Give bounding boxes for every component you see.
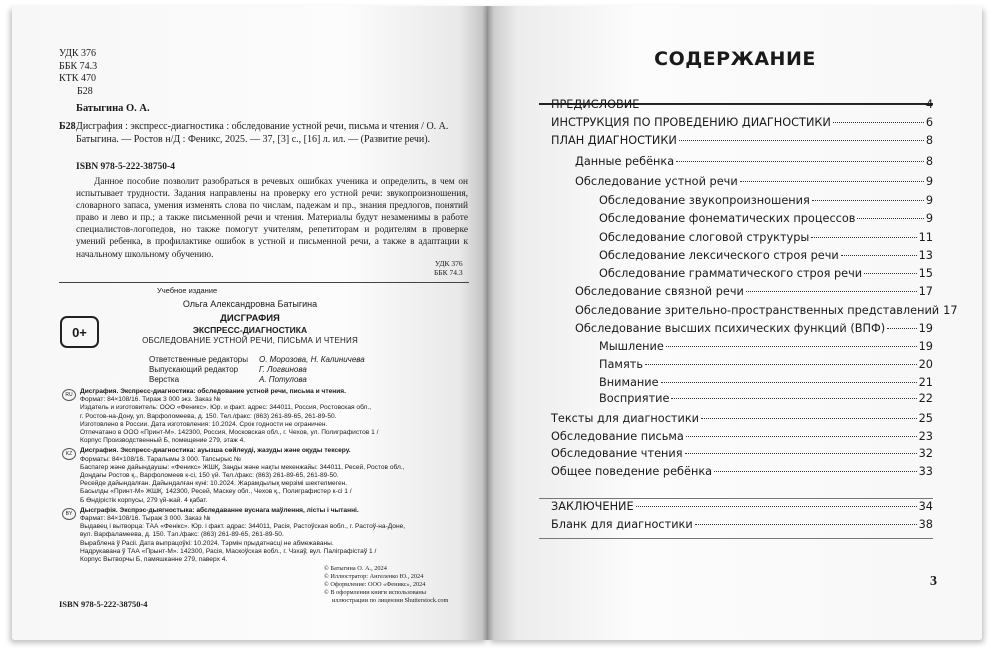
toc-entry-page: 9 <box>925 194 933 207</box>
toc-entry-title: ЗАКЛЮЧЕНИЕ <box>551 500 634 513</box>
toc-entry[interactable] <box>575 304 958 317</box>
toc-dot-leader <box>685 453 917 454</box>
toc-entry-title: Обследование слоговой структуры <box>599 231 810 244</box>
imprint-line: Доңдағы Ростов қ., Варфоломеев к-сі, 150 үй. Тел./факс: (863) 261-89-65, 261-89-50. <box>80 472 339 480</box>
toc-entry[interactable] <box>551 116 933 129</box>
toc-entry-title: Обследование лексического строя речи <box>599 249 839 262</box>
toc-dot-leader <box>645 364 917 365</box>
toc-entry-title: Тексты для диагностики <box>551 412 700 425</box>
toc-entry-title: Обследование грамматического строя речи <box>599 267 863 280</box>
toc-divider <box>539 538 933 539</box>
toc-entry-page: 17 <box>943 304 958 317</box>
divider <box>59 282 469 283</box>
imprint-line: Выраблена ў Расіі. Дата выпрацоўкі: 10.2024. Тэрмін прыдатнасці не абмежаваны. <box>80 539 334 547</box>
toc-entry[interactable] <box>551 465 933 478</box>
imprint-line: Баспагер және дайындаушы: «Феникс» ЖШҚ, Заңды және нақты мекенжайы: 344011, Ресей, Ростов обл., <box>80 463 405 471</box>
toc-entry-page: 32 <box>918 447 933 460</box>
staff-row <box>149 365 365 375</box>
book-spine <box>482 6 494 640</box>
toc-entry[interactable] <box>599 194 933 207</box>
toc-dot-leader <box>811 237 916 238</box>
page-number: 3 <box>930 574 937 589</box>
toc-entry-page: 38 <box>918 518 933 531</box>
toc-dot-leader <box>676 161 924 162</box>
toc-entry-title: Обследование чтения <box>551 447 683 460</box>
toc-dot-leader <box>857 218 923 219</box>
left-page <box>12 6 488 640</box>
toc-dot-leader <box>671 398 916 399</box>
book-subtitle: ЭКСПРЕСС-ДИАГНОСТИКА <box>192 325 308 335</box>
imprint-block <box>62 388 472 445</box>
toc-entry-page: 20 <box>918 358 933 371</box>
toc-entry-title: Обследование зрительно-пространственных представлений <box>575 304 940 317</box>
toc-entry-title: Данные ребёнка <box>575 155 675 168</box>
imprint-line: Изготовлено в России. Дата изготовления: 10.2024. Срок годности не ограничен. <box>80 420 328 428</box>
toc-entry-page: 9 <box>925 212 933 225</box>
imprint-line: Отпечатано в ООО «Принт-М». 142300, Россия, Московская обл., г. Чехов, ул. Полиграфистов 1 / <box>80 429 379 437</box>
toc-entry-page: 4 <box>925 98 933 111</box>
toc-entry-page: 21 <box>918 376 933 389</box>
toc-dot-leader <box>812 200 924 201</box>
imprint-blocks <box>62 388 472 566</box>
toc-entry[interactable] <box>599 376 933 389</box>
copyright-line: © Батыгина О. А., 2024 <box>324 565 387 572</box>
toc-entry-page: 22 <box>918 392 933 405</box>
imprint-line: Б Өндірістік корпусы, 279 үй-жай. 4 қабат. <box>80 496 208 504</box>
author-name: Батыгина О. А. <box>76 103 150 114</box>
toc-dot-leader <box>746 291 917 292</box>
toc-entry[interactable] <box>551 500 933 513</box>
author-full-name: Ольга Александровна Батыгина <box>182 299 318 309</box>
toc-entry-page: 11 <box>918 231 933 244</box>
toc-entry[interactable] <box>575 155 933 168</box>
toc-dot-leader <box>636 506 917 507</box>
bibliographic-record: Дисграфия : экспресс-диагностика : обследование устной речи, письма и чтения / О. А. Батыгина. — Ростов н/Д : Феникс, 2025. — 37, [3] с., [16] л. ил. — (Развитие речи). <box>76 121 449 145</box>
toc-entry-page: 34 <box>918 500 933 513</box>
staff-name: А. Потулова <box>259 375 307 385</box>
copyright-line: © Оформление: ООО «Феникс», 2024 <box>324 580 426 588</box>
imprint-line: Ресейде дайындалған. Дайындалған күні: 10.2024. Жарамдылық мерзімі шектелмеген. <box>80 480 348 488</box>
toc-dot-leader <box>679 140 924 141</box>
book-description: ОБСЛЕДОВАНИЕ УСТНОЙ РЕЧИ, ПИСЬМА И ЧТЕНИЯ <box>142 336 358 345</box>
imprint-line: Выдавец і вытворца: ТАА «Фенікс». Юр. і факт. адрас: 344011, Расія, Растоўская вобл., г. Растоў-на-Доне, <box>80 523 406 531</box>
copyright-line: © В оформлении книги использованы <box>324 588 426 596</box>
toc-entry-page: 33 <box>918 465 933 478</box>
imprint-block <box>62 447 472 504</box>
toc-dot-leader <box>695 524 917 525</box>
staff-name: Г. Логвинова <box>259 365 307 375</box>
toc-entry-title: Мышление <box>599 340 664 353</box>
toc-dot-leader <box>864 273 916 274</box>
staff-row <box>149 375 365 385</box>
udk-small-line: УДК 376 <box>434 259 463 268</box>
toc-entry[interactable] <box>599 231 933 244</box>
toc-entry[interactable] <box>575 322 933 335</box>
toc-entry-title: Обследование письма <box>551 430 684 443</box>
toc-entry-page: 13 <box>918 249 933 262</box>
udk-small-line: ББК 74.3 <box>434 268 463 277</box>
toc-entry-page: 23 <box>918 430 933 443</box>
toc-entry-page: 19 <box>918 340 933 353</box>
toc-dot-leader <box>714 471 917 472</box>
toc-dot-leader <box>701 418 917 419</box>
toc-entry[interactable] <box>551 412 933 425</box>
toc-dot-leader <box>686 436 917 437</box>
toc-entry[interactable] <box>599 249 933 262</box>
staff-role: Выпускающий редактор <box>149 365 239 375</box>
toc-entry[interactable] <box>599 392 933 405</box>
toc-entry-page: 17 <box>918 285 933 298</box>
toc-dot-leader <box>641 104 923 105</box>
toc-entry-page: 8 <box>925 155 933 168</box>
copyright-line: © Иллюстратор: Ангеленко Ю., 2024 <box>324 572 424 580</box>
toc-entry-page: 15 <box>918 267 933 280</box>
toc-entry-page: 6 <box>925 116 933 129</box>
isbn-bottom: ISBN 978-5-222-38750-4 <box>59 599 148 609</box>
toc-entry-title: Бланк для диагностики <box>551 518 693 531</box>
toc-entry[interactable] <box>599 340 933 353</box>
imprint-line: Корпус Производственный Б, помещение 279, этаж 4. <box>80 437 246 445</box>
toc-entry[interactable] <box>575 175 933 188</box>
toc-entry[interactable] <box>551 430 933 443</box>
copyright-block <box>324 565 448 605</box>
imprint-line: Дисграфия. Экспресс-диагностика: обследование устной речи, письма и чтения. <box>80 388 346 395</box>
imprint-line: Корпус Вытворчы Б, памяшканне 279, паверх 4. <box>80 556 228 564</box>
toc-entry[interactable] <box>575 285 933 298</box>
toc-entry-title: ИНСТРУКЦИЯ ПО ПРОВЕДЕНИЮ ДИАГНОСТИКИ <box>551 116 831 129</box>
toc-dot-leader <box>740 181 924 182</box>
toc-entry-title: Обследование высших психических функций (ВПФ) <box>575 322 886 335</box>
toc-dot-leader <box>833 122 924 123</box>
imprint-line: Надрукавана ў ТАА «Прынт-М». 142300, Расія, Маскоўская вобл., г. Чэхаў, вул. Паліграфістаў 1 / <box>80 547 377 555</box>
imprint-line: Басылды «Принт-М» ЖШҚ. 142300, Ресей, Маскеу обл., Чехов қ., Полиграфистер к-сі 1 / <box>80 488 352 496</box>
toc-divider <box>539 498 933 499</box>
toc-entry[interactable] <box>599 267 933 280</box>
toc-entry-title: Обследование звукопроизношения <box>599 194 810 207</box>
b28-code: Б28 <box>59 121 76 132</box>
copyright-line: иллюстрации по лицензии Shutterstock.com <box>332 596 449 604</box>
toc-entry-page: 9 <box>925 175 933 188</box>
toc-dot-leader <box>841 255 917 256</box>
toc-entry-title: Внимание <box>599 376 659 389</box>
edition-type: Учебное издание <box>157 286 218 295</box>
udk-block <box>59 48 97 98</box>
abstract: Данное пособие позволит разобраться в речевых ошибках ученика и определить, в чем он испытывает трудности. Задания направлены на проверку его устной речи: звукопроизношения, словарного запаса, умения изменять слова по числам, падежам и пр., знания предлогов, понятий право и лево и пр.; а также письменной речи и чтения. Материалы будут незаменимы в работе специалистов-логопедов, но также помогут учителям, репетиторам и родителям в проверке умений ребенка, в профилактике ошибок в устной и письменной речи, а также в адаптации к начальному школьному обучению. <box>76 177 468 260</box>
imprint-block <box>62 507 472 564</box>
country-code-badge: RU <box>62 389 76 401</box>
book-title: ДИСГРАФИЯ <box>220 313 280 324</box>
udk-line: УДК 376 <box>59 48 97 59</box>
toc-entry[interactable] <box>551 518 933 531</box>
toc-dot-leader <box>666 346 917 347</box>
imprint-line: г. Ростов-на-Дону, ул. Варфоломеева, д. 150. Тел./факс: (863) 261-89-65, 261-89-50. <box>80 412 337 420</box>
udk-small <box>434 259 463 277</box>
staff-role: Верстка <box>149 375 180 385</box>
isbn-top: ISBN 978-5-222-38750-4 <box>76 162 175 172</box>
imprint-line: Дисграфия. Экспресс-диагностика: ауызша сөйлеуді, жазуды және оқуды тексеру. <box>80 447 351 455</box>
staff-role: Ответственные редакторы <box>149 355 248 364</box>
toc-entry-title: Общее поведение ребёнка <box>551 465 713 478</box>
toc-dot-leader <box>661 382 917 383</box>
staff-row <box>149 355 365 365</box>
toc-entry-title: ПРЕДИСЛОВИЕ <box>551 98 640 111</box>
toc-entry-page: 8 <box>925 134 933 147</box>
toc-entry-title: Обследование связной речи <box>575 285 744 298</box>
toc-entry-title: ПЛАН ДИАГНОСТИКИ <box>551 134 677 147</box>
age-rating-badge: 0+ <box>60 316 99 348</box>
staff-list <box>149 355 365 386</box>
udk-line: ББК 74.3 <box>59 60 98 72</box>
country-code-badge: BY <box>62 508 76 520</box>
udk-line: Б28 <box>77 85 93 97</box>
toc-entry-page: 25 <box>918 412 933 425</box>
toc-entry-title: Обследование фонематических процессов <box>599 212 856 225</box>
imprint-line: Дысграфія. Экспрэс-дыягностыка: абследаванне вуснага маўлення, лісты і чытанні. <box>80 506 359 514</box>
imprint-line: Формат: 84×108/16. Тираж 3 000 экз. Заказ № <box>80 396 221 404</box>
toc-entry-title: Память <box>599 358 643 371</box>
imprint-line: Форматы: 84×108/16. Таралымы 3 000. Тапсырыс № <box>80 455 242 463</box>
imprint-line: Фармат: 84×108/16. Тыраж 3 000. Заказ № <box>80 515 211 523</box>
toc-title: СОДЕРЖАНИЕ <box>654 48 816 70</box>
toc-entry-page: 19 <box>918 322 933 335</box>
toc-entry-title: Восприятие <box>599 392 670 405</box>
open-book <box>12 6 982 646</box>
toc-entry[interactable] <box>599 358 933 371</box>
toc-entry-title: Обследование устной речи <box>575 175 738 188</box>
imprint-line: Издатель и изготовитель: ООО «Феникс». Юр. и факт. адрес: 344011, Россия, Ростовская обл., <box>80 404 372 412</box>
toc-entry[interactable] <box>599 212 933 225</box>
toc-entry[interactable] <box>551 98 933 111</box>
udk-line: КТК 470 <box>59 73 96 85</box>
toc-dot-leader <box>887 328 917 329</box>
staff-name: О. Морозова, Н. Калиничева <box>259 355 365 364</box>
imprint-line: вул. Варфаламеева, д. 150. Тэл./факс: (863) 261-89-65, 261-89-50. <box>80 531 284 539</box>
toc-entry[interactable] <box>551 134 933 147</box>
toc-entry[interactable] <box>551 447 933 460</box>
country-code-badge: KZ <box>62 448 76 460</box>
